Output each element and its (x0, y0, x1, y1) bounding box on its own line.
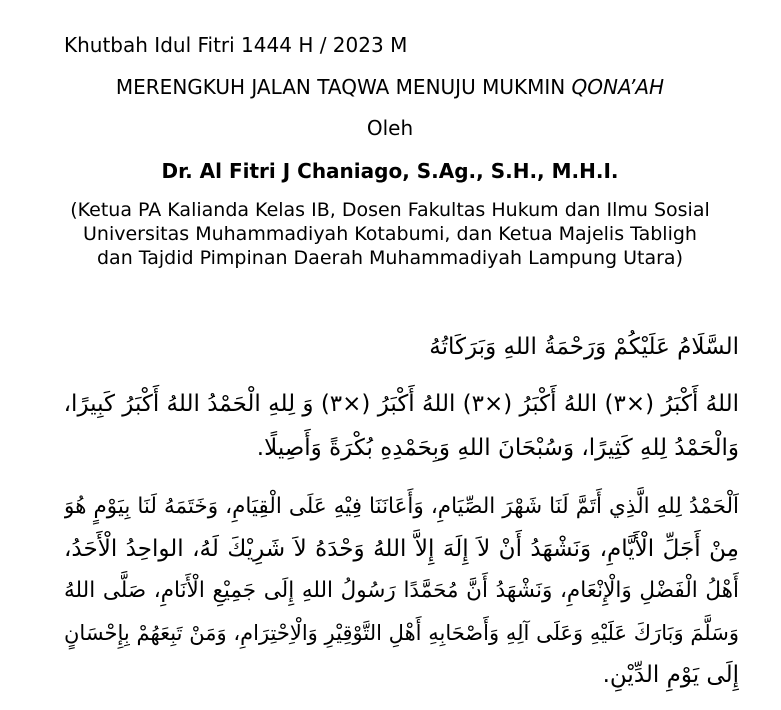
title-main-text: MERENGKUH JALAN TAQWA MENUJU MUKMIN (115, 75, 572, 99)
arabic-greeting-line: السَّلَامُ عَلَيْكُمْ وَرَحْمَةُ اللهِ وَبَرَكَاتُهُ (429, 334, 739, 360)
affiliation-line: Universitas Muhammadiyah Kotabumi, dan Ketua Majelis Tabligh (83, 223, 697, 245)
arabic-takbir-line: اللهُ أَكْبَرُ (×٣) اللهُ أَكْبَرُ (×٣) اللهُ أَكْبَرُ (×٣) وَ لِلهِ الْحَمْدُ اللهُ أَكْبَرُ كَبِيرًا، (64, 391, 739, 417)
arabic-takbir-line: وَالْحَمْدُ لِلهِ كَثِيرًا، وَسُبْحَانَ اللهِ وَبِحَمْدِهِ بُكْرَةً وَأَصِيلًا. (256, 435, 739, 461)
arabic-hamd-line: وَسَلَّمَ وَبَارَكَ عَلَيْهِ وَعَلَى آلِهِ وَأَصْحَابِهِ أَهْلِ التَّوْقِيْرِ وَالْاِحْتِرَامِ، وَمَنْ تَبِعَهُمْ بِإِحْسَانٍ (64, 621, 739, 645)
affiliation-line: dan Tajdid Pimpinan Daerah Muhammadiyah Lampung Utara) (97, 247, 683, 269)
khutbah-title (30, 73, 750, 101)
arabic-hamd-line: إِلَى يَوْمِ الدِّيْنِ. (602, 662, 739, 688)
arabic-hamd-line: أَهْلُ الْفَضْلِ وَالْإِنْعَامِ، وَنَشْهَدُ أَنَّ مُحَمَّدًا رَسُولُ اللهِ إِلَى جَمِيْعِ الْأَنَامِ، صَلَّى اللهُ (64, 578, 739, 603)
oleh-label: Oleh (366, 116, 414, 140)
khutbah-header: Khutbah Idul Fitri 1444 H / 2023 M (64, 33, 408, 57)
author-name: Dr. Al Fitri J Chaniago, S.Ag., S.H., M.H.I. (161, 159, 619, 183)
arabic-hamd-line: مِنْ أَجَلِّ الْأَيَّامِ، وَنَشْهَدُ أَنْ لاَ إِلَهَ إِلاَّ اللهُ وَحْدَهُ لاَ شَرِيْكَ لَهُ، الواحِدُ الْأَحَدُ، (64, 536, 739, 562)
arabic-hamd-paragraph (64, 486, 739, 696)
author-affiliation (40, 198, 740, 270)
arabic-greeting (64, 325, 739, 369)
arabic-takbir (64, 382, 739, 470)
arabic-hamd-line: اَلْحَمْدُ لِلهِ الَّذِي أَتَمَّ لَنَا شَهْرَ الصِّيَامِ، وَأَعَانَنَا فِيْهِ عَلَى الْقِيَامِ، وَخَتَمَهُ لَنَا بِيَوْمٍ هُوَ (64, 494, 739, 519)
title-italic-text: QONA’AH (571, 75, 665, 99)
affiliation-line: (Ketua PA Kalianda Kelas IB, Dosen Fakultas Hukum dan Ilmu Sosial (70, 199, 710, 221)
